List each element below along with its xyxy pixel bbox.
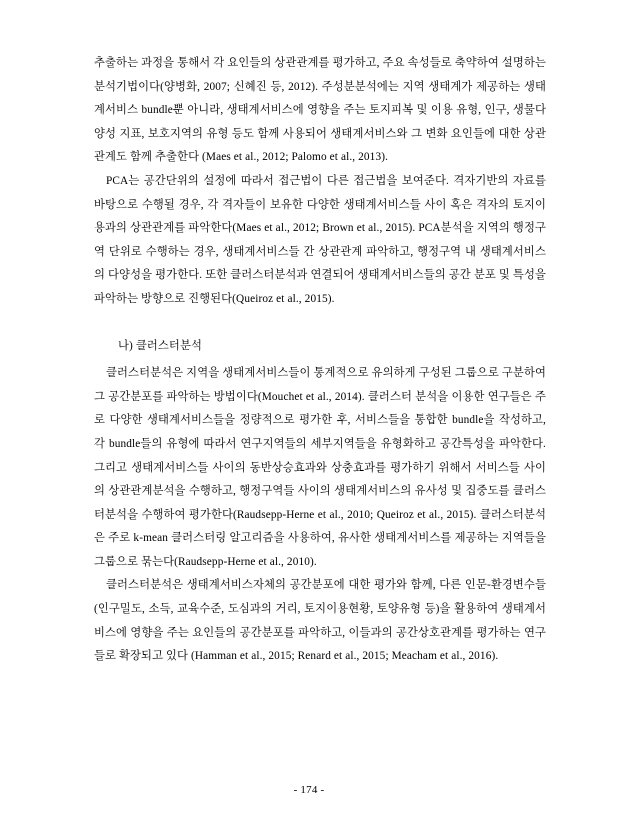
section-heading: 나) 클러스터분석: [118, 339, 202, 352]
page-number: - 174 -: [293, 784, 325, 796]
paragraph-4: 클러스터분석은 생태계서비스자체의 공간분포에 대한 평가와 함께, 다른 인문-환경변수들(인구밀도, 소득, 교육수준, 도심과의 거리, 토지이용현황, 토양유형 등)을 활용하여 생태계서비스에 영향을 주는 요인들의 공간분포를 파악하고, 이들과의 공간상호관계를 평가하는 연구들로 확장되고 있다 (Hamman et al., 2015; Renard et al., 2015; Meacham et al., 2016).: [94, 579, 546, 663]
document-body: [94, 52, 546, 669]
paragraph-2: PCA는 공간단위의 설정에 따라서 접근법이 다른 접근법을 보여준다. 격자기반의 자료를 바탕으로 수행될 경우, 각 격자들이 보유한 다양한 생태계서비스들 사이 혹은 격자의 토지이용과의 상관관계를 파악한다(Maes et al., 2012; Brown et al., 2015). PCA분석을 지역의 행정구역 단위로 수행하는 경우, 생태계서비스들 간 상관관계 파악하고, 행정구역 내 생태계서비스의 다양성을 평가한다. 또한 클러스터분석과 연결되어 생태계서비스들의 공간 분포 및 특성을 파악하는 방향으로 진행된다(Queiroz et al., 2015).: [94, 174, 546, 305]
paragraph-3: 클러스터분석은 지역을 생태계서비스들이 통계적으로 유의하게 구성된 그룹으로 구분하여 그 공간분포를 파악하는 방법이다(Mouchet et al., 2014). 클러스터 분석을 이용한 연구들은 주로 다양한 생태계서비스들을 정량적으로 평가한 후, 서비스들을 통합한 bundle을 작성하고, 각 bundle들의 유형에 따라서 연구지역들의 세부지역들을 유형화하고 공간특성을 파악한다. 그리고 생태계서비스들 사이의 동반상승효과와 상충효과를 평가하기 위해서 서비스들 사이의 상관관계분석을 수행하고, 행정구역들 사이의 생태계서비스의 유사성 및 집중도를 클러스터분석을 수행하여 평가한다(Raudsepp-Herne et al., 2010; Queiroz et al., 2015). 클러스터분석은 주로 k-mean 클러스터링 알고리즘을 사용하여, 유사한 생태계서비스를 제공하는 지역들을 그룹으로 묶는다(Raudsepp-Herne et al., 2010).: [94, 367, 546, 568]
paragraph-1: 추출하는 과정을 통해서 각 요인들의 상관관계를 평가하고, 주요 속성들로 축약하여 설명하는 분석기법이다(양병화, 2007; 신혜진 등, 2012). 주성분분석에는 지역 생태계가 제공하는 생태계서비스 bundle뿐 아니라, 생태계서비스에 영향을 주는 토지피복 및 이용 유형, 인구, 생물다양성 지표, 보호지역의 유형 등도 함께 사용되어 생태계서비스와 그 변화 요인들에 대한 상관관계도 함께 추출한다 (Maes et al., 2012; Palomo et al., 2013).: [94, 57, 546, 164]
